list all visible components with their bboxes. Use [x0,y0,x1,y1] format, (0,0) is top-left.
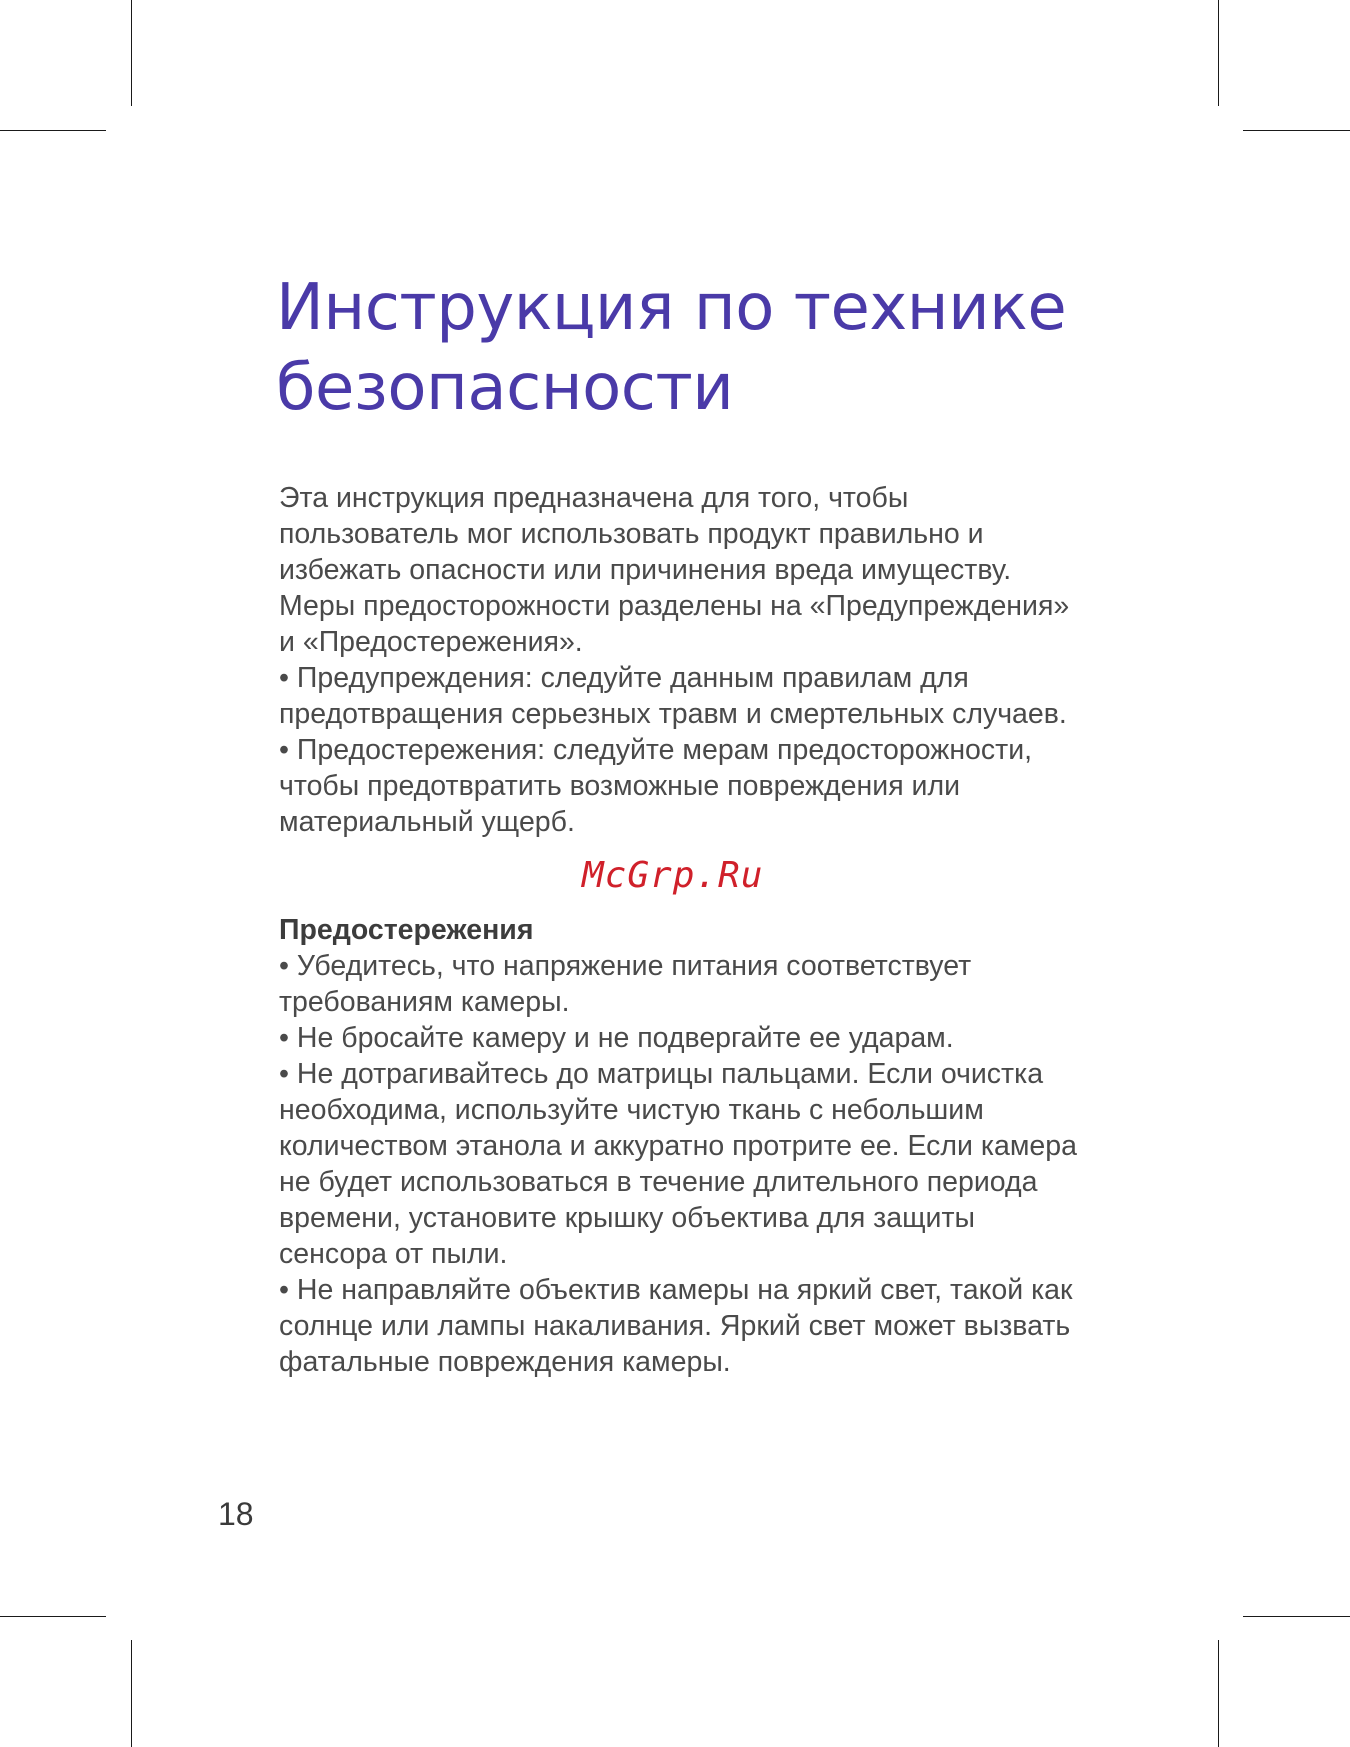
cautions-heading: Предостережения [279,914,534,946]
crop-mark-top-left-vertical [131,0,132,106]
crop-mark-top-left-horizontal [0,130,106,131]
caution-item: • Не направляйте объектив камеры на яркий свет, такой как солнце или лампы накаливания. Яркий свет может вызвать фатальные повреждения камеры. [279,1274,1073,1378]
watermark: McGrp.Ru [582,855,764,896]
page-title [276,268,1176,428]
crop-mark-top-right-horizontal [1243,130,1350,131]
crop-mark-bottom-left-vertical [131,1640,132,1747]
crop-mark-bottom-right-horizontal [1243,1616,1350,1617]
caution-item: • Не дотрагивайтесь до матрицы пальцами. Если очистка необходима, используйте чистую ткань с небольшим количеством этанола и аккуратно протрите ее. Если камера не будет использоваться в течение длительного периода времени, установите крышку объектива для защиты сенсора от пыли. [279,1058,1077,1270]
intro-section [279,480,1089,840]
intro-paragraph: Эта инструкция предназначена для того, чтобы пользователь мог использовать продукт правильно и избежать опасности или причинения вреда имуществу. Меры предосторожности разделены на «Предупреждения» и «Предостережения». [279,482,1070,658]
cautions-definition: • Предостережения: следуйте мерам предосторожности, чтобы предотвратить возможные повреждения или материальный ущерб. [279,734,1033,838]
page-title-line-2: безопасности [276,351,734,425]
caution-item: • Убедитесь, что напряжение питания соответствует требованиям камеры. [279,950,972,1018]
page-title-line-1: Инструкция по технике [276,271,1067,345]
crop-mark-bottom-left-horizontal [0,1616,106,1617]
crop-mark-bottom-right-vertical [1218,1640,1219,1747]
crop-mark-top-right-vertical [1218,0,1219,106]
warnings-definition: • Предупреждения: следуйте данным правилам для предотвращения серьезных травм и смертельных случаев. [279,662,1067,730]
page-number: 18 [218,1496,254,1532]
caution-item: • Не бросайте камеру и не подвергайте ее ударам. [279,1022,954,1054]
cautions-section [279,912,1089,1380]
